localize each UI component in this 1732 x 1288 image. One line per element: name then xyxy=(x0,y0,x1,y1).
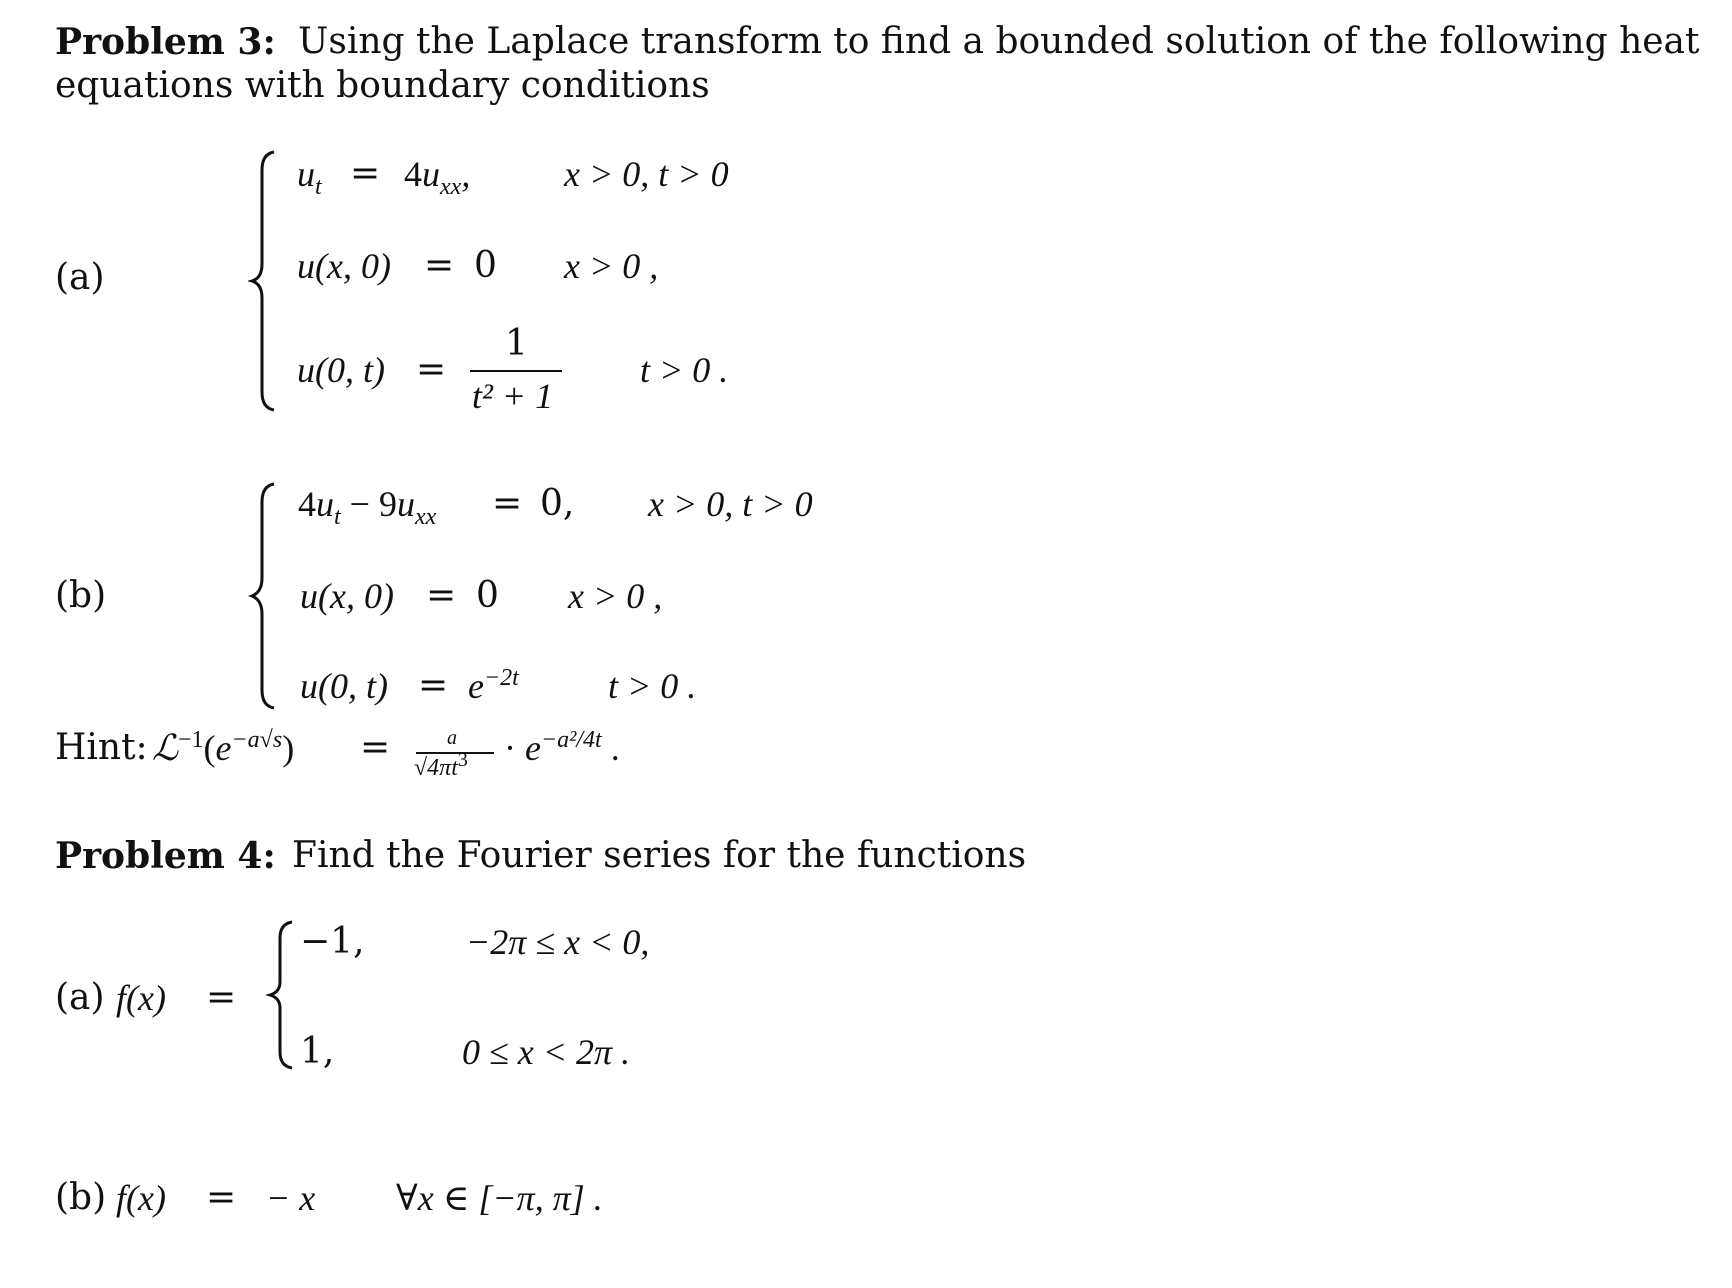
problem3-a-eq3-cond: t > 0 . xyxy=(640,350,729,390)
problem3-hint-numerator: a xyxy=(447,727,457,749)
problem3-a-eq1-lhs: $u_t$ xyxy=(297,154,322,201)
problem3-a-eq3-fraction-bar xyxy=(470,370,562,372)
problem3-a-eq3-lhs: u(0, t) xyxy=(297,350,385,390)
problem4-part-a-brace xyxy=(266,920,296,1070)
problem4-part-b-label: (b) xyxy=(55,1177,107,1218)
problem3-a-eq2-cond: x > 0 , xyxy=(564,246,659,286)
problem4-a-case1-value: −1, xyxy=(300,921,365,962)
problem3-b-eq2-cond: x > 0 , xyxy=(568,576,663,616)
problem4-a-case2-condition: 0 ≤ x < 2π . xyxy=(462,1032,631,1072)
problem3-b-eq1-cond: x > 0, t > 0 xyxy=(648,484,813,524)
problem4-statement: Find the Fourier series for the functions xyxy=(292,835,1027,876)
problem3-b-eq3-rhs: $e^{-2t}$ xyxy=(468,665,519,706)
problem4-a-lhs: f(x) xyxy=(116,978,166,1018)
problem3-hint-fraction-bar xyxy=(416,752,494,754)
problem4-a-eq: = xyxy=(206,977,237,1018)
problem3-a-eq3-numerator: 1 xyxy=(505,323,528,364)
problem3-b-eq3-lhs: u(0, t) xyxy=(300,666,388,706)
problem3-statement-line2: equations with boundary conditions xyxy=(55,65,710,106)
problem4-a-case1-condition: −2π ≤ x < 0, xyxy=(466,922,650,962)
problem3-hint-label: Hint: xyxy=(55,727,148,768)
problem3-a-eq1-rhs: $4u_{xx}$, xyxy=(404,154,471,201)
problem3-a-eq2-eq: = xyxy=(424,245,455,286)
problem3-heading: Problem 3: xyxy=(55,21,276,63)
problem4-a-case2-value: 1, xyxy=(300,1031,335,1072)
problem3-b-eq1-rhs: 0, xyxy=(540,483,575,524)
problem4-b-lhs: f(x) xyxy=(116,1178,166,1218)
problem3-part-b-label: (b) xyxy=(55,575,107,616)
problem4-b-eq: = xyxy=(206,1177,237,1218)
problem3-a-eq3-eq: = xyxy=(416,349,447,390)
problem3-b-eq2-eq: = xyxy=(426,575,457,616)
problem3-a-eq2-rhs: 0 xyxy=(474,245,497,286)
problem3-statement-line1: Using the Laplace transform to find a bounded solution of the following heat xyxy=(298,21,1700,62)
problem3-a-eq1-cond: x > 0, t > 0 xyxy=(564,154,729,194)
problem3-b-eq2-rhs: 0 xyxy=(476,575,499,616)
problem3-hint-rhs: · $e^{-a^2/4t}$ . xyxy=(504,727,620,768)
problem3-b-eq1-lhs: $4u_t - 9u_{xx}$ xyxy=(298,484,437,531)
problem3-b-eq2-lhs: u(x, 0) xyxy=(300,576,394,616)
problem3-b-eq1-eq: = xyxy=(492,483,523,524)
problem3-part-b-brace xyxy=(248,482,278,710)
problem3-b-eq3-eq: = xyxy=(418,665,449,706)
problem3-a-eq2-lhs: u(x, 0) xyxy=(297,246,391,286)
problem3-part-a-label: (a) xyxy=(55,257,105,298)
problem3-b-eq3-cond: t > 0 . xyxy=(608,666,697,706)
problem3-hint-denominator: $√4\pi t^3$ xyxy=(414,749,468,781)
problem4-heading: Problem 4: xyxy=(55,835,276,877)
problem4-b-condition: ∀x ∈ [−π, π] . xyxy=(396,1178,603,1218)
problem3-hint-eq: = xyxy=(360,727,391,768)
problem4-b-rhs: − x xyxy=(266,1178,316,1218)
problem4-part-a-label: (a) xyxy=(55,977,105,1018)
problem3-a-eq3-denominator: t² + 1 xyxy=(472,376,554,416)
problem3-a-eq1-eq: = xyxy=(350,153,381,194)
problem3-hint-lhs: $ℒ^{-1}(e^{-a√s})$ xyxy=(152,727,295,768)
problem3-part-a-brace xyxy=(248,150,278,412)
